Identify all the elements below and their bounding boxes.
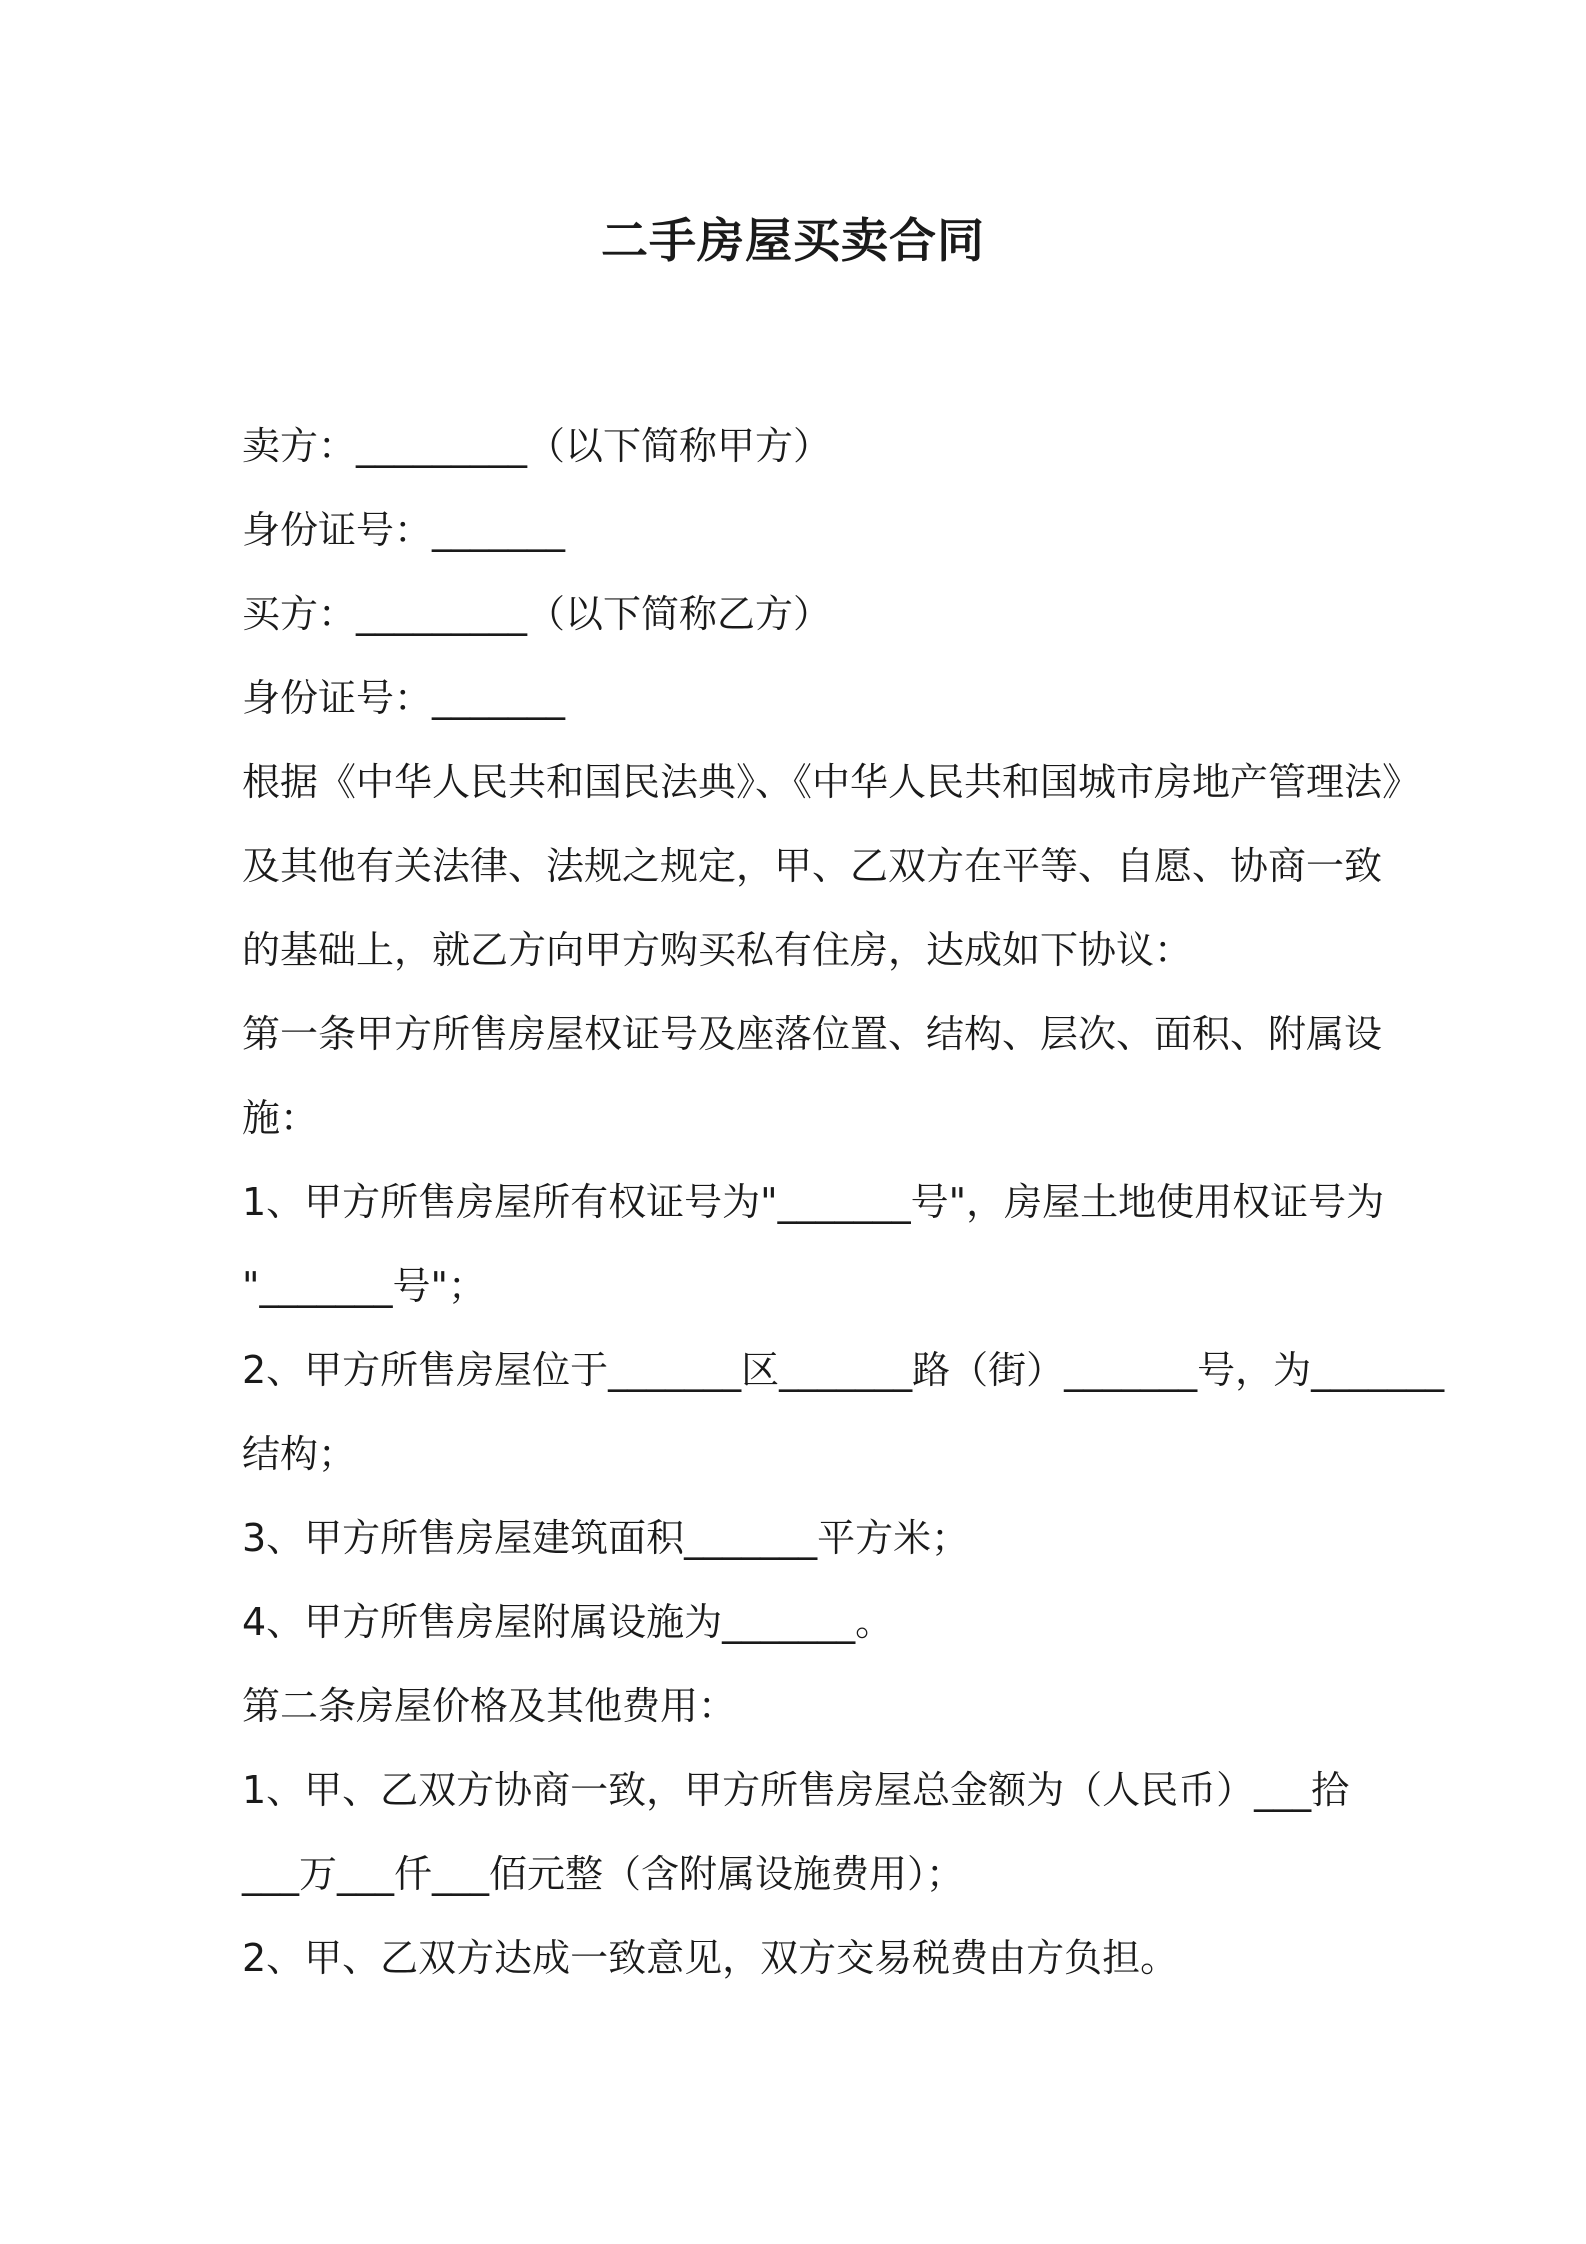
article-1-clause-3: 3、甲方所售房屋建筑面积_______平方米；	[242, 1516, 970, 1560]
document-body	[242, 404, 1445, 2000]
preamble-line: 的基础上，就乙方向甲方购买私有住房，达成如下协议：	[242, 928, 1193, 972]
document-title: 二手房屋买卖合同	[601, 214, 985, 269]
article-2-heading: 第二条房屋价格及其他费用：	[242, 1684, 737, 1728]
article-2-clause-1: ___万___仟___佰元整（含附属设施费用）；	[242, 1852, 965, 1896]
article-1-clause-4: 4、甲方所售房屋附属设施为_______。	[242, 1600, 894, 1644]
article-1-heading: 施：	[242, 1096, 319, 1140]
article-2-clause-2: 2、甲、乙双方达成一致意见，双方交易税费由方负担。	[242, 1936, 1179, 1980]
article-1-clause-2: 2、甲方所售房屋位于_______区_______路（街）_______号，为_______	[242, 1348, 1445, 1392]
seller-line: 卖方：_________（以下简称甲方）	[242, 424, 832, 468]
article-1-clause-2: 结构；	[242, 1432, 357, 1476]
buyer-line: 买方：_________（以下简称乙方）	[242, 592, 832, 636]
article-2-clause-1: 1、甲、乙双方协商一致，甲方所售房屋总金额为（人民币）___拾	[242, 1768, 1350, 1812]
seller-id-line: 身份证号：_______	[242, 508, 566, 552]
preamble-line: 根据《中华人民共和国民法典》、《中华人民共和国城市房地产管理法》	[242, 760, 1421, 804]
preamble-line: 及其他有关法律、法规之规定，甲、乙双方在平等、自愿、协商一致	[242, 844, 1383, 888]
article-1-clause-1: 1、甲方所售房屋所有权证号为"_______号"，房屋土地使用权证号为	[242, 1180, 1385, 1224]
buyer-id-line: 身份证号：_______	[242, 676, 566, 720]
article-1-clause-1: "_______号"；	[242, 1264, 486, 1308]
article-1-heading: 第一条甲方所售房屋权证号及座落位置、结构、层次、面积、附属设	[242, 1012, 1383, 1056]
